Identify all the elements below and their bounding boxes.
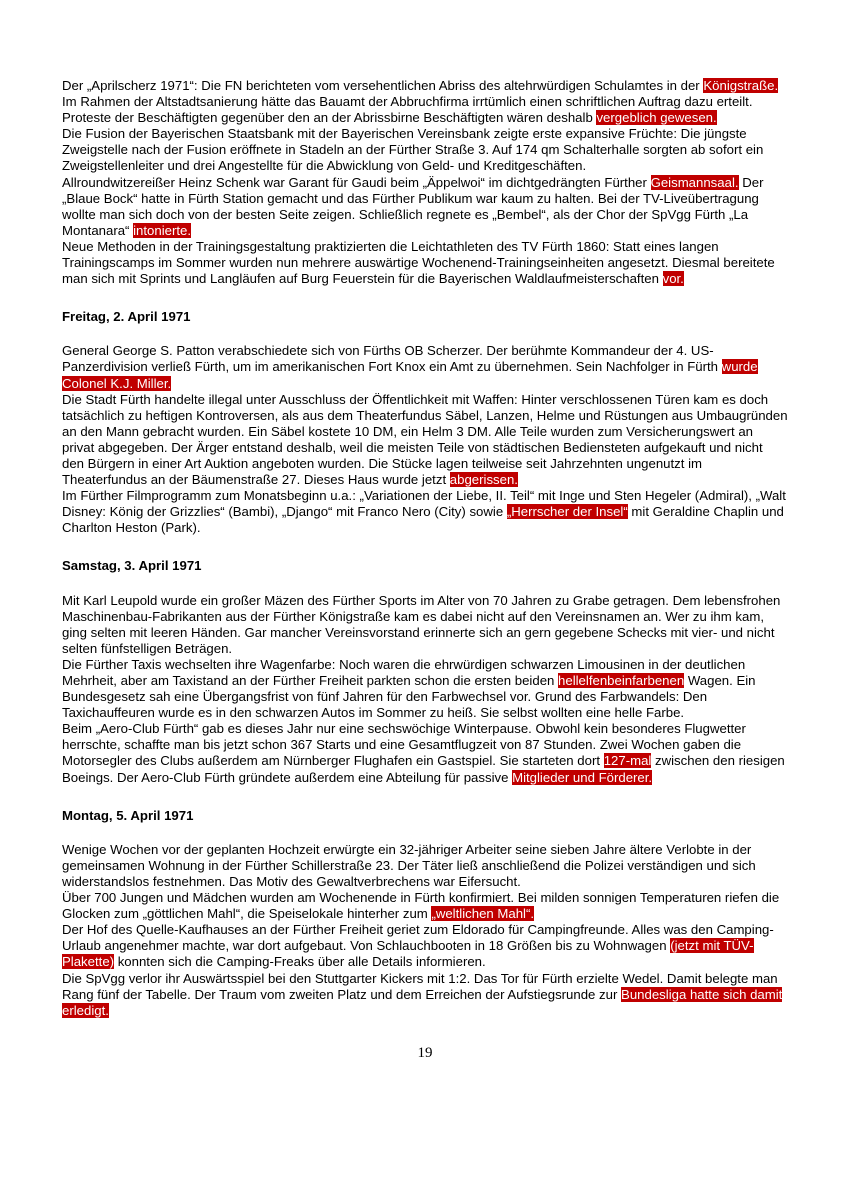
text-run: konnten sich die Camping-Freaks über alle Details informieren. [114, 954, 486, 970]
section-friday-2-april [62, 309, 788, 536]
highlighted-text: Bundesliga hatte sich damit erledigt. [62, 986, 783, 1018]
text-run: Beim „Aero-Club Fürth“ gab es dieses Jahr nur eine sechswöchige Winterpause. Obwohl kein besonderes Flugwetter herrschte, schaffte man bis jetzt schon 367 Starts und eine Gesamtflugzeit von 87 Stunden. Zwei Wochen gaben die Motorsegler des Clubs außerdem am Nürnberger Flughafen ein Gastspiel. Sie starteten dort [62, 721, 746, 769]
paragraph [62, 78, 788, 126]
section-intro [62, 78, 788, 287]
section-monday-5-april [62, 808, 788, 1019]
highlighted-text: hellelfenbeinfarbenen [558, 673, 685, 688]
section-heading: Freitag, 2. April 1971 [62, 309, 191, 325]
highlighted-text: wurde Colonel K.J. Miller. [62, 359, 758, 391]
highlighted-text: (jetzt mit TÜV-Plakette) [62, 938, 754, 970]
highlighted-text: vergeblich gewesen. [596, 110, 717, 126]
text-run: Mit Karl Leupold wurde ein großer Mäzen des Fürther Sports im Alter von 70 Jahren zu Grabe getragen. Dem lebensfrohen Maschinenbau-Fabrikanten aus der Fürther Königstraße kam es dabei nicht auf den Vereinsnamen an. Wer zu ihm kam, ging selten mit leeren Händen. Gar mancher Vereinsvorstand erinnerte sich an gern gegebene Schecks mit vier- und nicht selten fünfstelligen Beträgen. [62, 592, 781, 656]
paragraph [62, 126, 788, 174]
text-run: Wenige Wochen vor der geplanten Hochzeit erwürgte ein 32-jähriger Arbeiter seine sieben Jahre ältere Verlobte in der gemeinsamen Wohnung in der Fürther Schillerstraße 23. Der Täter ließ anschließend die Polizei verständigen und sich widerstandslos festnehmen. Das Motiv des Gewaltverbrechens war Eifersucht. [62, 841, 756, 889]
text-run: mit Geraldine Chaplin und Charlton Heston (Park). [62, 504, 784, 536]
text-run: Die SpVgg verlor ihr Auswärtsspiel bei den Stuttgarter Kickers mit 1:2. Das Tor für Fürth erzielte Wedel. Damit belegte man Rang fünf der Tabelle. Der Traum vom zweiten Platz und dem Erreichen der Aufstiegsrunde zur [62, 970, 778, 1002]
highlighted-text: intonierte. [133, 222, 192, 238]
text-run: Die Stadt Fürth handelte illegal unter Ausschluss der Öffentlichkeit mit Waffen: Hinter verschlossenen Türen kam es doch tatsächlich zu heftigen Kontroversen, als aus dem Theaterfundus Säbel, Lanzen, Helme und Rüstungen aus Umbaugründen an den Mann gebracht wurden. Ein Säbel kostete 10 DM, ein Helm 3 DM. Alle Teile wurden zum Versicherungswert an privat abgegeben. Der Ärger entstand deshalb, weil die meisten Teile von städtischen Bediensteten aufgekauft und nicht den Bürgern in einer Art Auktion angeboten wurden. Die Stücke lagen teilweise seit Jahrzehnten ungenutzt im Theaterfundus an der Bäumenstraße 27. Dieses Haus wurde jetzt [62, 391, 788, 488]
section-heading: Samstag, 3. April 1971 [62, 558, 202, 574]
section-saturday-3-april [62, 558, 788, 785]
paragraph [62, 842, 788, 890]
section-heading: Montag, 5. April 1971 [62, 807, 194, 823]
text-run: General George S. Patton verabschiedete sich von Fürths OB Scherzer. Der berühmte Kommandeur der 4. US-Panzerdivision verließ Fürth, um im amerikanischen Fort Knox ein Amt zu übernehmen. Sein Nachfolger in Fürth [62, 343, 722, 375]
paragraph [62, 343, 788, 391]
text-run: Über 700 Jungen und Mädchen wurden am Wochenende in Fürth konfirmiert. Bei milden sonnigen Temperaturen riefen die Glocken zum „göttlichen Mahl“, die Speiselokale hinterher zum [62, 890, 780, 922]
text-run: zwischen den riesigen Boeings. Der Aero-Club Fürth gründete außerdem eine Abteilung für passive [62, 753, 785, 785]
highlighted-text: „Herrscher der Insel“ [506, 504, 628, 520]
text-run: Der „Aprilscherz 1971“: Die FN berichteten vom versehentlichen Abriss des altehrwürdigen Schulamtes in der [62, 78, 704, 93]
text-run: Der Hof des Quelle-Kaufhauses an der Fürther Freiheit geriet zum Eldorado für Campingfreunde. Alles was den Camping-Urlaub angenehmer machte, war dort aufgebaut. Von Schlauchbooten in 18 Größen bis zu Wohnwagen [62, 922, 774, 954]
text-run: Im Rahmen der Altstadtsanierung hätte das Bauamt der Abbruchfirma irrtümlich einen schriftlichen Auftrag dazu erteilt. Proteste der Beschäftigten gegenüber den an der Abrissbirne Beschäftigten wären deshalb [62, 94, 753, 126]
highlighted-text: vor. [662, 271, 684, 287]
paragraph [62, 721, 788, 785]
highlighted-text: 127-mal [603, 753, 652, 769]
text-run: Neue Methoden in der Trainingsgestaltung praktizierten die Leichtathleten des TV Fürth 1860: Statt eines langen Trainingscamps im Sommer wurden nun mehrere auswärtige Wochenend-Trainingseinheiten angesetzt. Diesmal bereitete man sich mit Sprints und Langläufen auf Burg Feuerstein für die Bayerischen Waldlaufmeisterschaften [62, 238, 775, 287]
highlighted-text: „weltlichen Mahl“. [431, 906, 535, 922]
paragraph [62, 175, 788, 239]
text-run: Allroundwitzereißer Heinz Schenk war Garant für Gaudi beim „Äppelwoi“ im dichtgedrängten Fürther [62, 174, 651, 190]
paragraph [62, 657, 788, 721]
text-run: Die Fusion der Bayerischen Staatsbank mit der Bayerischen Vereinsbank zeigte erste expansive Früchte: Die jüngste Zweigstelle nach der Fusion eröffnete in Stadeln an der Fürther Straße 3. Auf 174 qm Schalterhalle sorgten ab sofort ein Zweigstellenleiter und drei Angestellte für die Abwicklung von Geld- und Kreditgeschäften. [62, 126, 764, 174]
paragraph [62, 593, 788, 657]
paragraph [62, 488, 788, 536]
text-run: Im Fürther Filmprogramm zum Monatsbeginn u.a.: „Variationen der Liebe, II. Teil“ mit Inge und Sten Hegeler (Admiral), „Walt Disney: König der Grizzlies“ (Bambi), „Django“ mit Franco Nero (City) sowie [62, 488, 786, 520]
paragraph [62, 971, 788, 1019]
text-run: Wagen. Ein Bundesgesetz sah eine Übergangsfrist von fünf Jahren für den Farbwechsel vor. Grund des Farbwandels: Den Taxichauffeuren wurde es in den schwarzen Autos im Sommer zu heiß. Sie selbst wollten eine helle Farbe. [62, 673, 756, 721]
highlighted-text: Königstraße. [703, 78, 779, 93]
page-number: 19 [417, 1044, 433, 1061]
highlighted-text: Mitglieder und Förderer. [512, 769, 653, 785]
paragraph [62, 890, 788, 922]
highlighted-text: Geismannsaal. [650, 174, 739, 190]
paragraph [62, 392, 788, 489]
paragraph [62, 239, 788, 287]
text-run: Die Fürther Taxis wechselten ihre Wagenfarbe: Noch waren die ehrwürdigen schwarzen Limousinen in der deutlichen Mehrheit, aber am Taxistand an der Fürther Freiheit parkten schon die ersten beiden [62, 656, 746, 688]
text-run: Der „Blaue Bock“ hatte in Fürth Station gemacht und das Fürther Publikum war kaum zu halten. Bei der TV-Liveübertragung wollte man sich doch von der besten Seite zeigen. Schließlich regnete es „Bembel“, als der Chor der SpVgg Fürth „La Montanara“ [62, 174, 764, 238]
highlighted-text: abgerissen. [449, 472, 518, 488]
paragraph [62, 922, 788, 970]
